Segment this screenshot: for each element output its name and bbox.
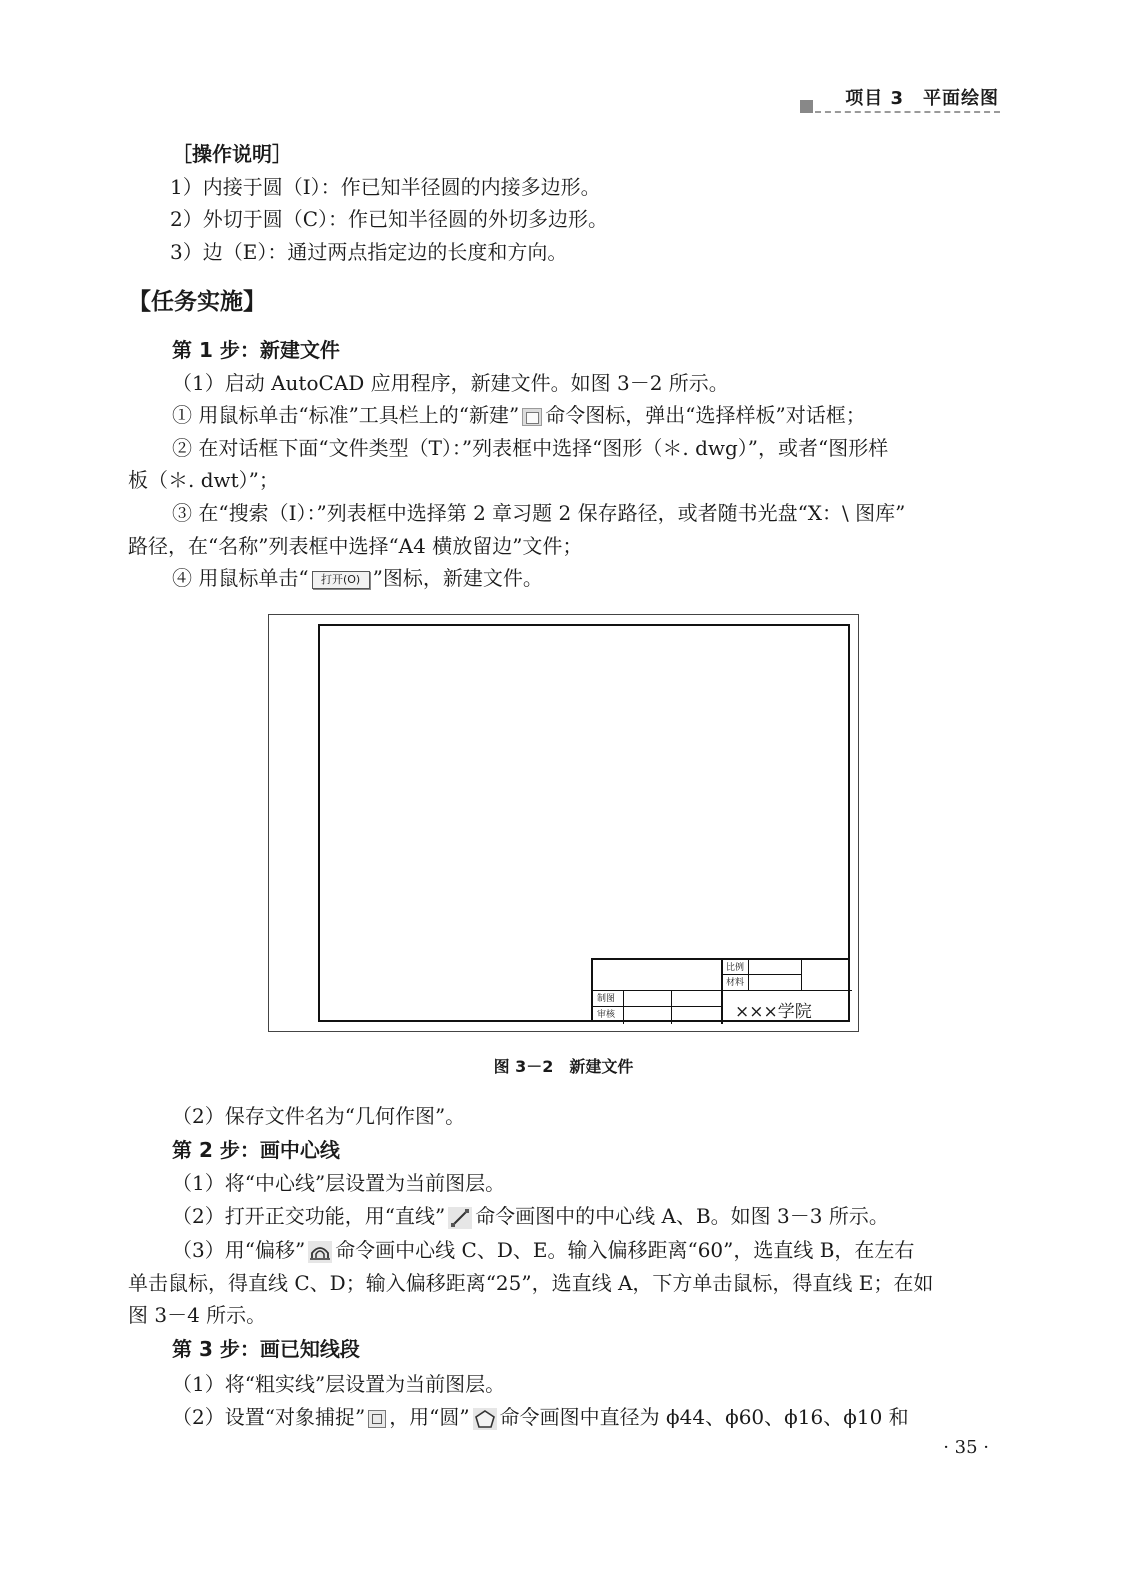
operation-note-3: 3）边（E）：通过两点指定边的长度和方向。 bbox=[170, 240, 568, 264]
drawn-by-label: 制图 bbox=[597, 994, 616, 1004]
material-label: 材料 bbox=[726, 978, 745, 988]
line-tool-glyph bbox=[448, 1207, 472, 1229]
step2-paragraph-3-line-3: 图 3－4 所示。 bbox=[128, 1303, 267, 1327]
polygon-tool-icon bbox=[473, 1408, 497, 1430]
step1-paragraph-1: （1）启动 AutoCAD 应用程序，新建文件。如图 3－2 所示。 bbox=[172, 371, 729, 395]
offset-tool-glyph bbox=[308, 1241, 332, 1263]
new-file-icon bbox=[522, 408, 542, 426]
operation-notes-title: ［操作说明］ bbox=[172, 142, 292, 166]
object-snap-icon bbox=[368, 1410, 386, 1428]
step3-paragraph-2-text-b: ，用“圆” bbox=[389, 1405, 470, 1429]
drawing-border bbox=[318, 624, 850, 1022]
step1-item-2-line-1: ② 在对话框下面“文件类型（T）：”列表框中选择“图形（＊. dwg）”，或者“图形样 bbox=[172, 436, 889, 460]
step1-item-3-line-1: ③ 在“搜索（I）：”列表框中选择第 2 章习题 2 保存路径，或者随书光盘“X：\ 图库” bbox=[172, 501, 906, 525]
step1-item-4-text-b: ”图标，新建文件。 bbox=[372, 566, 543, 590]
step1-item-3-line-2: 路径，在“名称”列表框中选择“A4 横放留边”文件； bbox=[128, 534, 583, 558]
step3-paragraph-2 bbox=[172, 1405, 909, 1430]
title-block-rule bbox=[623, 990, 624, 1024]
offset-tool-icon bbox=[308, 1241, 332, 1263]
step3-title: 第 3 步：画已知线段 bbox=[172, 1337, 360, 1361]
step2-paragraph-2-text-a: （2）打开正交功能，用“直线” bbox=[172, 1204, 446, 1228]
step1-item-1-text-a: ① 用鼠标单击“标准”工具栏上的“新建” bbox=[172, 403, 520, 427]
step2-title: 第 2 步：画中心线 bbox=[172, 1138, 340, 1162]
step3-paragraph-1: （1）将“粗实线”层设置为当前图层。 bbox=[172, 1372, 506, 1396]
step2-paragraph-2 bbox=[172, 1204, 889, 1229]
running-header: 项目 3 平面绘图 bbox=[845, 88, 999, 109]
step3-paragraph-2-text-a: （2）设置“对象捕捉” bbox=[172, 1405, 366, 1429]
title-block bbox=[591, 958, 850, 1022]
task-heading: 【任务实施】 bbox=[128, 289, 266, 315]
operation-note-1: 1）内接于圆（I）：作已知半径圆的内接多边形。 bbox=[170, 175, 601, 199]
checked-by-label: 审核 bbox=[597, 1010, 616, 1020]
title-block-rule bbox=[723, 974, 802, 975]
polygon-tool-glyph bbox=[473, 1408, 497, 1430]
college-name: ×××学院 bbox=[735, 1002, 812, 1022]
step1-item-4-text-a: ④ 用鼠标单击“ bbox=[172, 566, 309, 590]
step1-item-4 bbox=[172, 566, 543, 590]
title-block-rule bbox=[748, 960, 749, 990]
page-number: · 35 · bbox=[943, 1437, 989, 1458]
step2-paragraph-3-line-2: 单击鼠标，得直线 C、D；输入偏移距离“25”，选直线 A，下方单击鼠标，得直线 E；在如 bbox=[128, 1271, 934, 1295]
header-square-marker bbox=[800, 100, 813, 113]
step1-title: 第 1 步：新建文件 bbox=[172, 338, 340, 362]
figure-caption: 图 3－2 新建文件 bbox=[493, 1057, 634, 1076]
step2-paragraph-1: （1）将“中心线”层设置为当前图层。 bbox=[172, 1171, 506, 1195]
title-block-rule bbox=[671, 990, 672, 1024]
step1-item-1 bbox=[172, 403, 866, 427]
step2-paragraph-2-text-b: 命令画图中的中心线 A、B。如图 3－3 所示。 bbox=[475, 1204, 889, 1228]
step1-item-1-text-b: 命令图标，弹出“选择样板”对话框； bbox=[545, 403, 866, 427]
step2-paragraph-3-line-1 bbox=[172, 1238, 914, 1263]
step2-paragraph-3-text-a: （3）用“偏移” bbox=[172, 1238, 306, 1262]
header-dashed-rule bbox=[815, 111, 1000, 113]
line-tool-icon bbox=[448, 1207, 472, 1229]
scale-label: 比例 bbox=[726, 963, 745, 973]
operation-note-2: 2）外切于圆（C）：作已知半径圆的外切多边形。 bbox=[170, 207, 609, 231]
open-button-icon: 打开(O) bbox=[312, 571, 370, 589]
title-block-rule bbox=[801, 960, 802, 990]
title-block-rule bbox=[593, 1006, 723, 1007]
title-block-rule bbox=[721, 960, 723, 1024]
step1-item-2-line-2: 板（＊. dwt）”； bbox=[128, 468, 279, 492]
drawing-frame-figure bbox=[268, 614, 859, 1032]
step3-paragraph-2-text-c: 命令画图中直径为 ϕ44、ϕ60、ϕ16、ϕ10 和 bbox=[499, 1405, 909, 1429]
step2-paragraph-3-text-b: 命令画中心线 C、D、E。输入偏移距离“60”，选直线 B，在左右 bbox=[335, 1238, 915, 1262]
step1-paragraph-2: （2）保存文件名为“几何作图”。 bbox=[172, 1104, 466, 1128]
